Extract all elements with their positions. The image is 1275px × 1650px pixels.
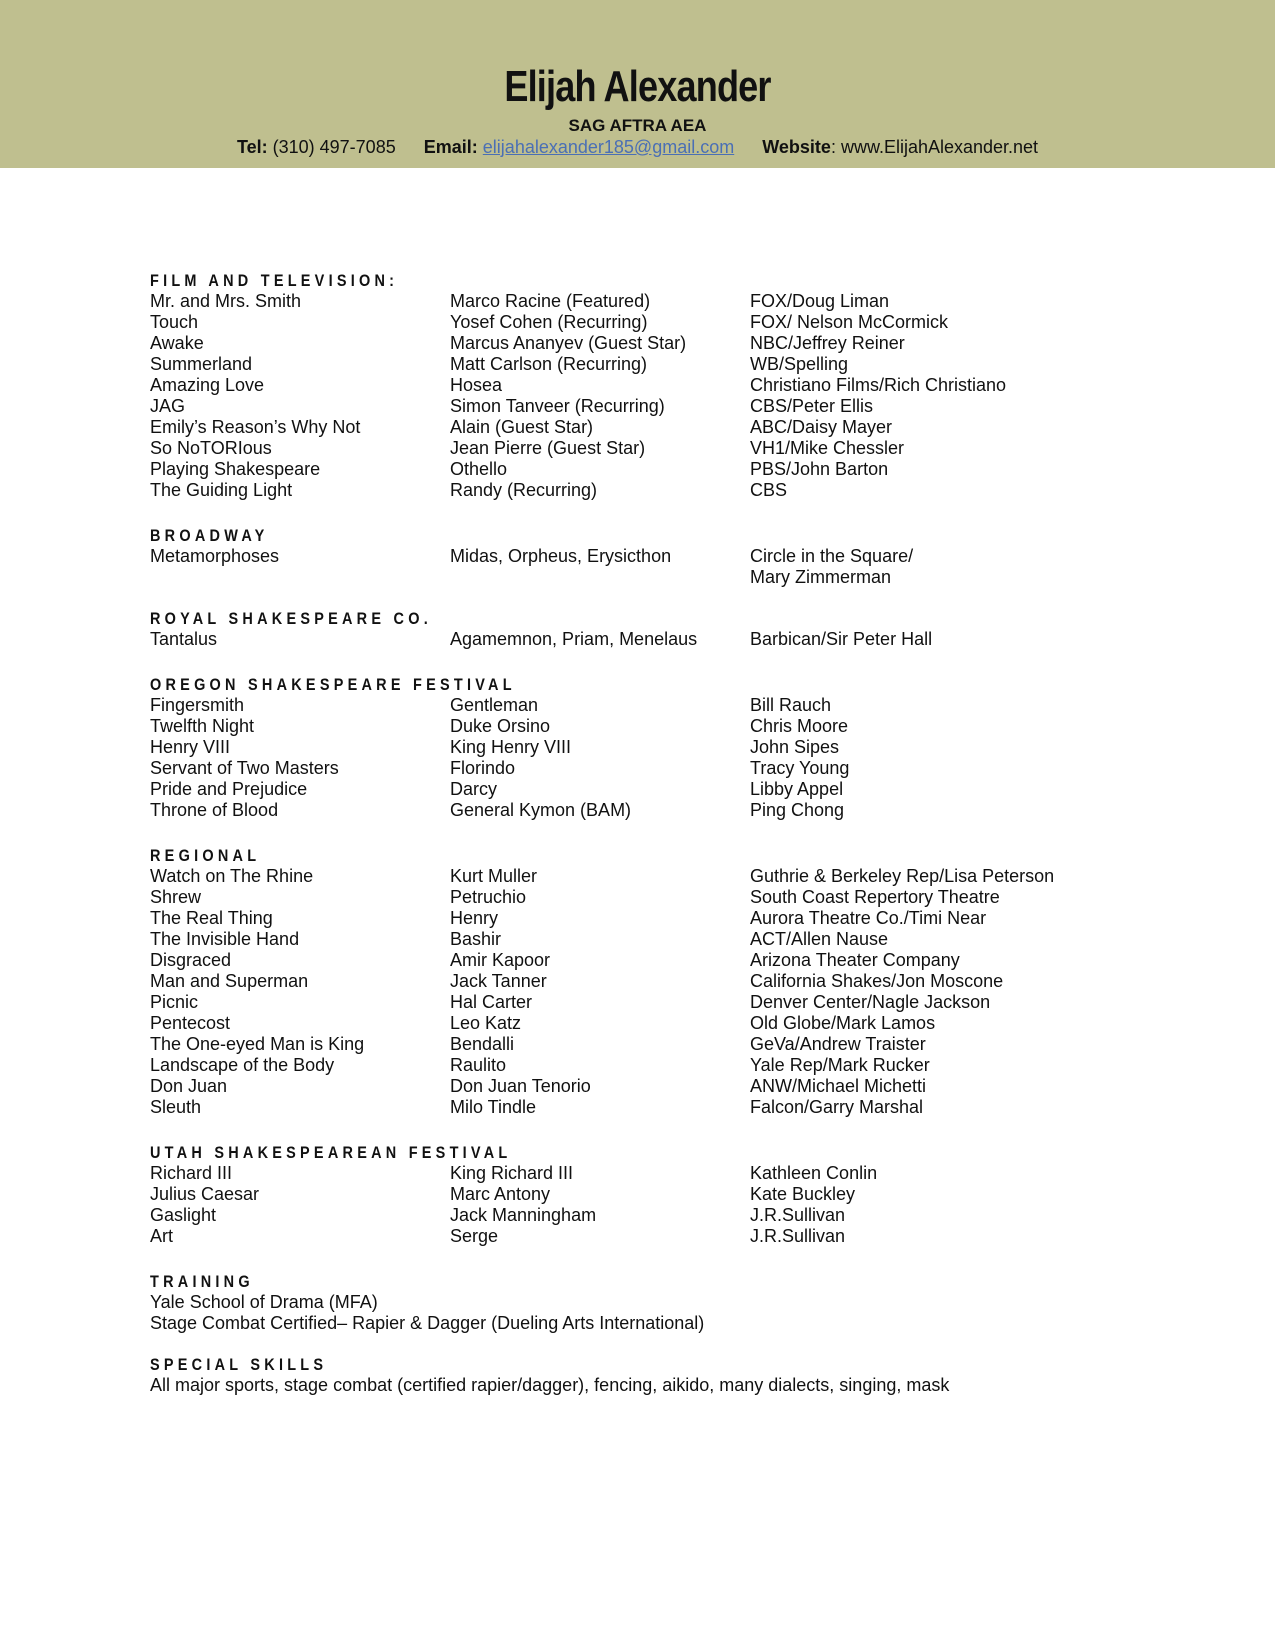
credit-company: CBS/Peter Ellis — [750, 396, 874, 416]
regional-list — [150, 866, 1250, 1118]
credit-role: Alain (Guest Star) — [450, 417, 594, 437]
credit-role: Milo Tindle — [450, 1097, 537, 1117]
credit-title: Mr. and Mrs. Smith — [150, 291, 302, 311]
credit-row — [150, 417, 1250, 438]
credit-role: Raulito — [450, 1055, 507, 1075]
credit-title: Don Juan — [150, 1076, 228, 1096]
credit-title: Touch — [150, 312, 199, 332]
credit-title: The Guiding Light — [150, 480, 293, 500]
credit-company: Yale Rep/Mark Rucker — [750, 1055, 930, 1075]
credit-company: ACT/Allen Nause — [750, 929, 889, 949]
credit-title: The Invisible Hand — [150, 929, 300, 949]
credit-role: Amir Kapoor — [450, 950, 551, 970]
credit-title: Gaslight — [150, 1205, 217, 1225]
section-heading-film-tv: FILM AND TELEVISION: — [150, 271, 399, 290]
credit-company: John Sipes — [750, 737, 840, 757]
credit-title: Servant of Two Masters — [150, 758, 339, 778]
credit-company: ABC/Daisy Mayer — [750, 417, 893, 437]
website-label: Website — [762, 137, 831, 157]
credit-row — [150, 459, 1250, 480]
credit-role: Randy (Recurring) — [450, 480, 598, 500]
credit-company: FOX/Doug Liman — [750, 291, 890, 311]
credit-role: Jack Manningham — [450, 1205, 597, 1225]
credit-row — [150, 546, 1250, 567]
training-line: Yale School of Drama (MFA) — [150, 1292, 378, 1312]
credit-role: Bashir — [450, 929, 502, 949]
credit-row — [150, 866, 1250, 887]
credit-role: Hosea — [450, 375, 503, 395]
credit-title: Twelfth Night — [150, 716, 255, 736]
usf-list — [150, 1163, 1250, 1247]
credit-role: Jean Pierre (Guest Star) — [450, 438, 646, 458]
actor-name: Elijah Alexander — [504, 62, 771, 111]
credit-title: Amazing Love — [150, 375, 265, 395]
credit-title: Man and Superman — [150, 971, 309, 991]
credit-row — [150, 758, 1250, 779]
credit-row — [150, 1097, 1250, 1118]
credit-company: GeVa/Andrew Traister — [750, 1034, 926, 1054]
credit-company: Tracy Young — [750, 758, 850, 778]
osf-list — [150, 695, 1250, 821]
credit-company: Falcon/Garry Marshal — [750, 1097, 924, 1117]
credit-row — [150, 1163, 1250, 1184]
credit-role: Florindo — [450, 758, 516, 778]
credit-title: Metamorphoses — [150, 546, 280, 566]
credit-role: Kurt Muller — [450, 866, 538, 886]
credit-company: WB/Spelling — [750, 354, 849, 374]
credit-title: Art — [150, 1226, 174, 1246]
credit-row — [150, 333, 1250, 354]
credit-title: Disgraced — [150, 950, 232, 970]
email-label: Email: — [423, 137, 478, 157]
credit-company: NBC/Jeffrey Reiner — [750, 333, 905, 353]
credit-role: Marco Racine (Featured) — [450, 291, 651, 311]
credit-title: Sleuth — [150, 1097, 202, 1117]
credit-company: Kate Buckley — [750, 1184, 856, 1204]
credit-company: Kathleen Conlin — [750, 1163, 878, 1183]
credit-role: King Richard III — [450, 1163, 574, 1183]
section-heading-osf: OREGON SHAKESPEARE FESTIVAL — [150, 675, 516, 694]
credit-title: The One-eyed Man is King — [150, 1034, 365, 1054]
rsc-list — [150, 629, 1250, 650]
contact-line — [0, 137, 1275, 158]
credit-row — [150, 480, 1250, 501]
credit-role: Yosef Cohen (Recurring) — [450, 312, 648, 332]
credit-title: Julius Caesar — [150, 1184, 260, 1204]
website-value: : www.ElijahAlexander.net — [830, 137, 1039, 157]
credit-title: Richard III — [150, 1163, 233, 1183]
section-heading-skills: SPECIAL SKILLS — [150, 1355, 328, 1374]
credit-row — [150, 950, 1250, 971]
credit-role: Marc Antony — [450, 1184, 551, 1204]
credit-company: PBS/John Barton — [750, 459, 889, 479]
credit-row — [150, 396, 1250, 417]
credit-company: Old Globe/Mark Lamos — [750, 1013, 936, 1033]
resume-body — [150, 270, 1250, 1396]
credit-role: Darcy — [450, 779, 498, 799]
credit-title: Throne of Blood — [150, 800, 279, 820]
credit-company: California Shakes/Jon Moscone — [750, 971, 1004, 991]
credit-title: Picnic — [150, 992, 199, 1012]
credit-company: Arizona Theater Company — [750, 950, 960, 970]
section-heading-regional: REGIONAL — [150, 846, 261, 865]
credit-company: Guthrie & Berkeley Rep/Lisa Peterson — [750, 866, 1055, 886]
credit-title: Emily’s Reason’s Why Not — [150, 417, 361, 437]
credit-company: J.R.Sullivan — [750, 1226, 846, 1246]
broadway-list — [150, 546, 1250, 588]
credit-row — [150, 1013, 1250, 1034]
credit-row — [150, 992, 1250, 1013]
credit-title: Playing Shakespeare — [150, 459, 321, 479]
credit-company: Chris Moore — [750, 716, 849, 736]
credit-role: Matt Carlson (Recurring) — [450, 354, 648, 374]
credit-title: Pentecost — [150, 1013, 231, 1033]
credit-row — [150, 800, 1250, 821]
credit-role: Gentleman — [450, 695, 539, 715]
union-affiliations: SAG AFTRA AEA — [568, 116, 707, 135]
tel-label: Tel: — [236, 137, 268, 157]
credit-role: Simon Tanveer (Recurring) — [450, 396, 665, 416]
credit-role: Duke Orsino — [450, 716, 551, 736]
credit-role: Leo Katz — [450, 1013, 522, 1033]
film-tv-list — [150, 291, 1250, 501]
credit-row — [150, 375, 1250, 396]
credit-title: Awake — [150, 333, 204, 353]
credit-title: Tantalus — [150, 629, 218, 649]
credit-role: Othello — [450, 459, 508, 479]
credit-company: South Coast Repertory Theatre — [750, 887, 1000, 907]
credit-row — [150, 887, 1250, 908]
credit-company: ANW/Michael Michetti — [750, 1076, 927, 1096]
credit-row — [150, 1205, 1250, 1226]
credit-company: FOX/ Nelson McCormick — [750, 312, 949, 332]
credit-role: Agamemnon, Priam, Menelaus — [450, 629, 698, 649]
credit-company: Denver Center/Nagle Jackson — [750, 992, 991, 1012]
credit-role: Bendalli — [450, 1034, 515, 1054]
resume-header — [0, 0, 1275, 168]
credit-row — [150, 312, 1250, 333]
credit-row — [150, 1055, 1250, 1076]
credit-company: Circle in the Square/ — [750, 546, 914, 566]
credit-company: Aurora Theatre Co./Timi Near — [750, 908, 987, 928]
credit-company: J.R.Sullivan — [750, 1205, 846, 1225]
credit-title: Landscape of the Body — [150, 1055, 335, 1075]
credit-row — [150, 1226, 1250, 1247]
credit-title: Watch on The Rhine — [150, 866, 314, 886]
section-heading-rsc: ROYAL SHAKESPEARE CO. — [150, 609, 432, 628]
credit-company: Bill Rauch — [750, 695, 832, 715]
credit-row — [150, 629, 1250, 650]
credit-title: Shrew — [150, 887, 202, 907]
credit-title: Henry VIII — [150, 737, 231, 757]
credit-row — [150, 291, 1250, 312]
credit-row — [150, 908, 1250, 929]
credit-title: The Real Thing — [150, 908, 273, 928]
credit-company: Mary Zimmerman — [750, 567, 892, 587]
credit-company: Libby Appel — [750, 779, 844, 799]
section-heading-usf: UTAH SHAKESPEAREAN FESTIVAL — [150, 1143, 512, 1162]
credit-role: Petruchio — [450, 887, 527, 907]
credit-company: Ping Chong — [750, 800, 845, 820]
credit-row — [150, 438, 1250, 459]
credit-role: General Kymon (BAM) — [450, 800, 632, 820]
credit-row — [150, 1076, 1250, 1097]
credit-title: JAG — [150, 396, 186, 416]
credit-row — [150, 716, 1250, 737]
credit-role: King Henry VIII — [450, 737, 572, 757]
special-skills-text: All major sports, stage combat (certified rapier/dagger), fencing, aikido, many dialects, singing, mask — [150, 1375, 950, 1395]
credit-title: Pride and Prejudice — [150, 779, 308, 799]
section-heading-broadway: BROADWAY — [150, 526, 269, 545]
credit-role: Don Juan Tenorio — [450, 1076, 591, 1096]
credit-row — [150, 779, 1250, 800]
credit-company: Barbican/Sir Peter Hall — [750, 629, 933, 649]
credit-company: VH1/Mike Chessler — [750, 438, 905, 458]
credit-role: Jack Tanner — [450, 971, 547, 991]
credit-title: Summerland — [150, 354, 253, 374]
credit-company: Christiano Films/Rich Christiano — [750, 375, 1007, 395]
credit-role: Hal Carter — [450, 992, 533, 1012]
credit-title: So NoTORIous — [150, 438, 272, 458]
credit-row — [150, 971, 1250, 992]
credit-role: Midas, Orpheus, Erysicthon — [450, 546, 672, 566]
credit-row — [150, 929, 1250, 950]
credit-row — [150, 1034, 1250, 1055]
credit-row — [150, 737, 1250, 758]
section-heading-training: TRAINING — [150, 1272, 254, 1291]
credit-role: Serge — [450, 1226, 499, 1246]
credit-row — [150, 1184, 1250, 1205]
email-link[interactable]: elijahalexander185@gmail.com — [482, 137, 735, 157]
training-line: Stage Combat Certified– Rapier & Dagger (Dueling Arts International) — [150, 1313, 705, 1333]
credit-role: Marcus Ananyev (Guest Star) — [450, 333, 687, 353]
credit-row — [150, 354, 1250, 375]
credit-company: CBS — [750, 480, 788, 500]
credit-row — [150, 567, 1250, 588]
credit-title: Fingersmith — [150, 695, 245, 715]
tel-value: (310) 497-7085 — [272, 137, 396, 157]
credit-row — [150, 695, 1250, 716]
credit-role: Henry — [450, 908, 499, 928]
